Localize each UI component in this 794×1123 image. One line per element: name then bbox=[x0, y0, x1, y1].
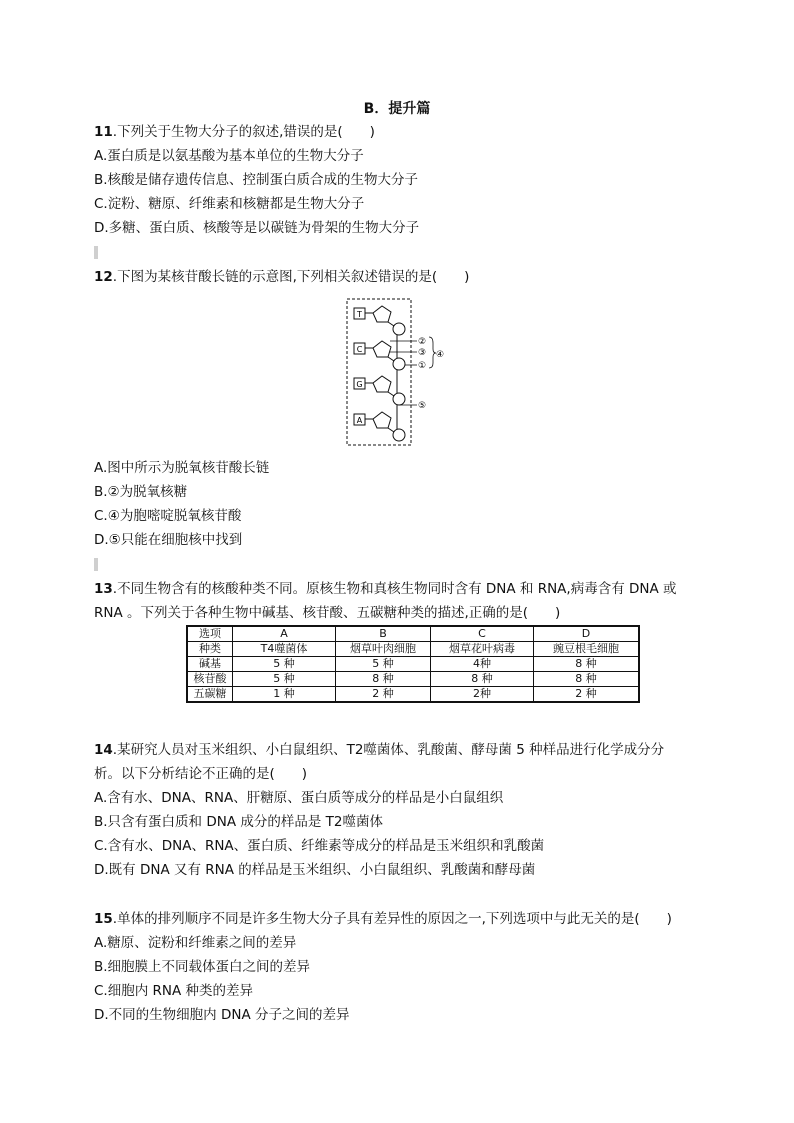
option-c: C.含有水、DNA、RNA、蛋白质、纤维素等成分的样品是玉米组织和乳酸菌 bbox=[94, 838, 545, 854]
table-cell: B bbox=[336, 626, 431, 642]
sugar-pentagon bbox=[373, 341, 391, 357]
option-b: B.核酸是储存遗传信息、控制蛋白质合成的生物大分子 bbox=[94, 172, 419, 188]
phosphate-circle bbox=[393, 358, 405, 370]
sugar-pentagon bbox=[373, 412, 391, 428]
option-a: A.含有水、DNA、RNA、肝糖原、蛋白质等成分的样品是小白鼠组织 bbox=[94, 790, 504, 806]
question-stem bbox=[94, 120, 714, 144]
table-cell: T4噬菌体 bbox=[233, 642, 336, 657]
table-cell: 选项 bbox=[187, 626, 233, 642]
table-header-row bbox=[187, 626, 639, 642]
table-cell: 4种 bbox=[431, 657, 534, 672]
table-cell: 种类 bbox=[187, 642, 233, 657]
option-b: B.②为脱氧核糖 bbox=[94, 484, 188, 500]
label-5: ⑤ bbox=[418, 401, 427, 411]
option-b: B.只含有蛋白质和 DNA 成分的样品是 T2噬菌体 bbox=[94, 814, 383, 830]
base-label: C bbox=[356, 345, 363, 354]
option-d: D.既有 DNA 又有 RNA 的样品是玉米组织、小白鼠组织、乳酸菌和酵母菌 bbox=[94, 862, 536, 878]
question-12 bbox=[94, 265, 714, 289]
option-a: A.糖原、淀粉和纤维素之间的差异 bbox=[94, 935, 297, 951]
option-a: A.图中所示为脱氧核苷酸长链 bbox=[94, 460, 270, 476]
table-cell: 5 种 bbox=[336, 657, 431, 672]
table-cell: D bbox=[534, 626, 640, 642]
divider-mark bbox=[94, 246, 98, 259]
question-stem bbox=[94, 738, 714, 762]
question-number: 12 bbox=[94, 269, 113, 285]
question-number: 13 bbox=[94, 581, 113, 597]
table-row bbox=[187, 672, 639, 687]
table-cell: C bbox=[431, 626, 534, 642]
question-text: .下列关于生物大分子的叙述,错误的是( ) bbox=[112, 124, 375, 140]
table-cell: 8 种 bbox=[431, 672, 534, 687]
section-title: B．提升篇 bbox=[363, 101, 431, 117]
table-cell: 5 种 bbox=[233, 672, 336, 687]
table-cell: 豌豆根毛细胞 bbox=[534, 642, 640, 657]
question-11 bbox=[94, 120, 714, 240]
label-1: ① bbox=[418, 361, 427, 371]
table-row bbox=[187, 642, 639, 657]
divider-mark bbox=[94, 558, 98, 571]
table-cell: 8 种 bbox=[534, 657, 640, 672]
base-label: G bbox=[356, 380, 363, 389]
table-cell: 2种 bbox=[431, 687, 534, 703]
table-cell: 2 种 bbox=[534, 687, 640, 703]
label-4: ④ bbox=[436, 350, 444, 360]
question-text-continued: RNA 。下列关于各种生物中碱基、核苷酸、五碳糖种类的描述,正确的是( ) bbox=[94, 605, 561, 621]
option-c: C.④为胞嘧啶脱氧核苷酸 bbox=[94, 508, 242, 524]
table-cell: 烟草叶肉细胞 bbox=[336, 642, 431, 657]
question-text: .单体的排列顺序不同是许多生物大分子具有差异性的原因之一,下列选项中与此无关的是( ) bbox=[112, 911, 672, 927]
table-cell: 碱基 bbox=[187, 657, 233, 672]
base-label: T bbox=[357, 310, 362, 319]
question-text: .某研究人员对玉米组织、小白鼠组织、T2噬菌体、乳酸菌、酵母菌 5 种样品进行化学成分分 bbox=[112, 742, 665, 758]
option-d: D.⑤只能在细胞核中找到 bbox=[94, 532, 243, 548]
table-cell: 5 种 bbox=[233, 657, 336, 672]
bond-line bbox=[388, 428, 394, 432]
table-cell: 8 种 bbox=[336, 672, 431, 687]
comparison-table bbox=[186, 625, 640, 703]
phosphate-circle bbox=[393, 323, 405, 335]
sugar-pentagon bbox=[373, 306, 391, 322]
label-2: ② bbox=[418, 337, 427, 347]
bond-line bbox=[388, 322, 394, 326]
sugar-pentagon bbox=[373, 376, 391, 392]
bond-line bbox=[388, 392, 394, 396]
question-number: 15 bbox=[94, 911, 113, 927]
question-number: 11 bbox=[94, 124, 113, 140]
table-cell: 五碳糖 bbox=[187, 687, 233, 703]
option-c: C.细胞内 RNA 种类的差异 bbox=[94, 983, 254, 999]
option-b: B.细胞膜上不同载体蛋白之间的差异 bbox=[94, 959, 311, 975]
table-cell: 核苷酸 bbox=[187, 672, 233, 687]
option-c: C.淀粉、糖原、纤维素和核糖都是生物大分子 bbox=[94, 196, 365, 212]
question-number: 14 bbox=[94, 742, 113, 758]
question-14 bbox=[94, 738, 714, 882]
question-text-continued: 析。以下分析结论不正确的是( ) bbox=[94, 766, 308, 782]
table-cell: 8 种 bbox=[534, 672, 640, 687]
question-stem bbox=[94, 265, 714, 289]
question-text: .下图为某核苷酸长链的示意图,下列相关叙述错误的是( ) bbox=[112, 269, 470, 285]
table-row bbox=[187, 687, 639, 703]
question-stem bbox=[94, 907, 714, 931]
question-stem bbox=[94, 577, 714, 601]
table-cell: 烟草花叶病毒 bbox=[431, 642, 534, 657]
table-cell: 2 种 bbox=[336, 687, 431, 703]
bond-line bbox=[388, 357, 394, 361]
phosphate-circle bbox=[393, 429, 405, 441]
option-a: A.蛋白质是以氨基酸为基本单位的生物大分子 bbox=[94, 148, 364, 164]
base-label: A bbox=[356, 416, 363, 425]
table-cell: A bbox=[233, 626, 336, 642]
phosphate-circle bbox=[393, 393, 405, 405]
brace bbox=[429, 337, 436, 368]
table-row bbox=[187, 657, 639, 672]
question-13 bbox=[94, 577, 714, 625]
option-d: D.不同的生物细胞内 DNA 分子之间的差异 bbox=[94, 1007, 350, 1023]
nucleotide-chain-diagram bbox=[344, 297, 444, 447]
question-15 bbox=[94, 907, 714, 1027]
label-3: ③ bbox=[418, 348, 427, 358]
option-d: D.多糖、蛋白质、核酸等是以碳链为骨架的生物大分子 bbox=[94, 220, 420, 236]
question-12-options bbox=[94, 456, 714, 552]
table-cell: 1 种 bbox=[233, 687, 336, 703]
question-text: .不同生物含有的核酸种类不同。原核生物和真核生物同时含有 DNA 和 RNA,病毒含有 DNA 或 bbox=[112, 581, 677, 597]
